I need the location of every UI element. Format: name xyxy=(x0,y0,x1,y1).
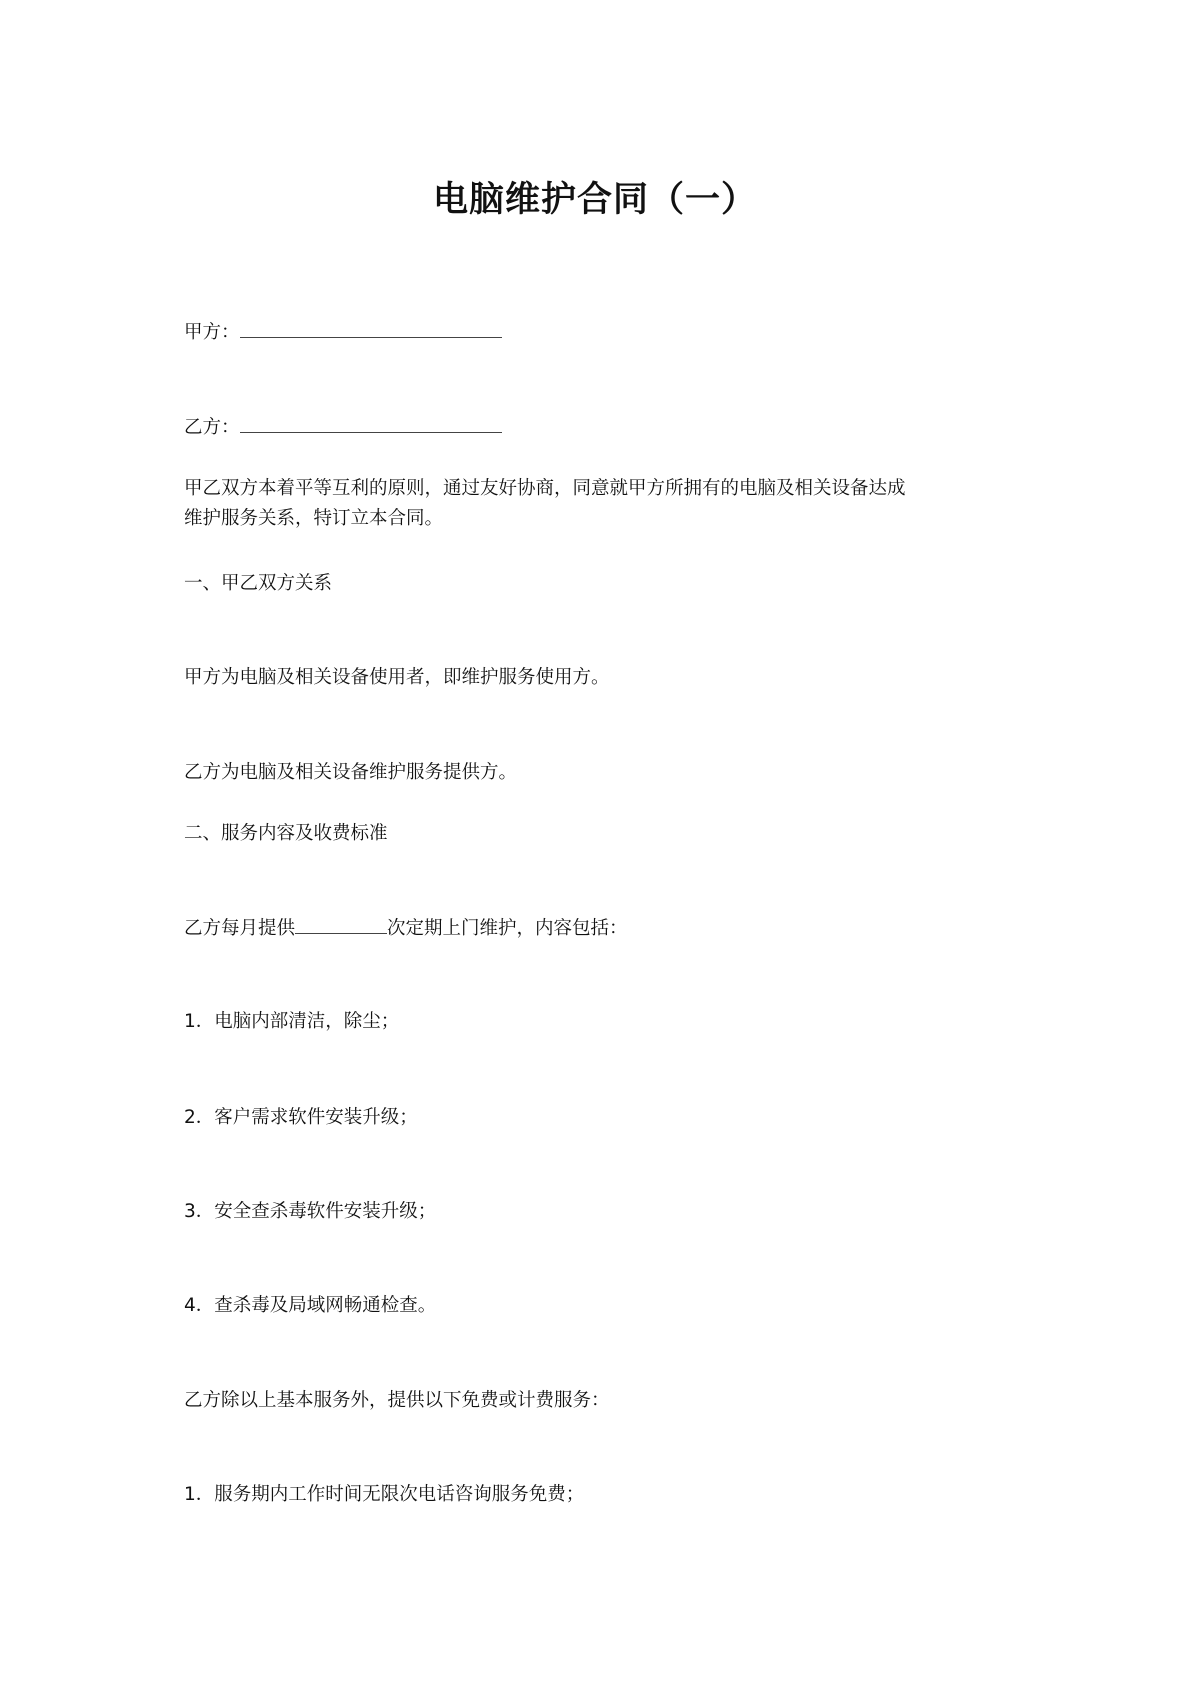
party-b-blank xyxy=(240,412,502,433)
document-title: 电脑维护合同（一） xyxy=(432,180,757,220)
section-1-paragraph: 甲方为电脑及相关设备使用者，即维护服务使用方。 xyxy=(184,667,610,688)
section-1-heading: 一、甲乙双方关系 xyxy=(184,573,333,594)
party-a-line xyxy=(184,317,502,348)
list-item: 3．安全查杀毒软件安装升级； xyxy=(184,1201,437,1222)
party-a-label: 甲方： xyxy=(184,322,240,343)
intro-line-1: 甲乙双方本着平等互利的原则，通过友好协商，同意就甲方所拥有的电脑及相关设备达成 xyxy=(184,478,906,499)
party-b-label: 乙方： xyxy=(184,417,240,438)
section-2-heading: 二、服务内容及收费标准 xyxy=(184,823,388,844)
list-item: 4．查杀毒及局域网畅通检查。 xyxy=(184,1295,437,1316)
list-item: 1．服务期内工作时间无限次电话咨询服务免费； xyxy=(184,1484,585,1505)
list-item: 1．电脑内部清洁，除尘； xyxy=(184,1011,400,1032)
monthly-visits-line xyxy=(184,913,628,944)
monthly-prefix: 乙方每月提供 xyxy=(184,918,296,939)
list-item: 2．客户需求软件安装升级； xyxy=(184,1107,418,1128)
monthly-suffix: 次定期上门维护，内容包括： xyxy=(387,918,628,939)
party-a-blank xyxy=(240,317,502,338)
extra-services-intro: 乙方除以上基本服务外，提供以下免费或计费服务： xyxy=(184,1390,610,1411)
intro-line-2: 维护服务关系，特订立本合同。 xyxy=(184,508,444,529)
visits-blank xyxy=(295,913,387,934)
party-b-line xyxy=(184,412,502,443)
section-1-paragraph: 乙方为电脑及相关设备维护服务提供方。 xyxy=(184,762,518,783)
